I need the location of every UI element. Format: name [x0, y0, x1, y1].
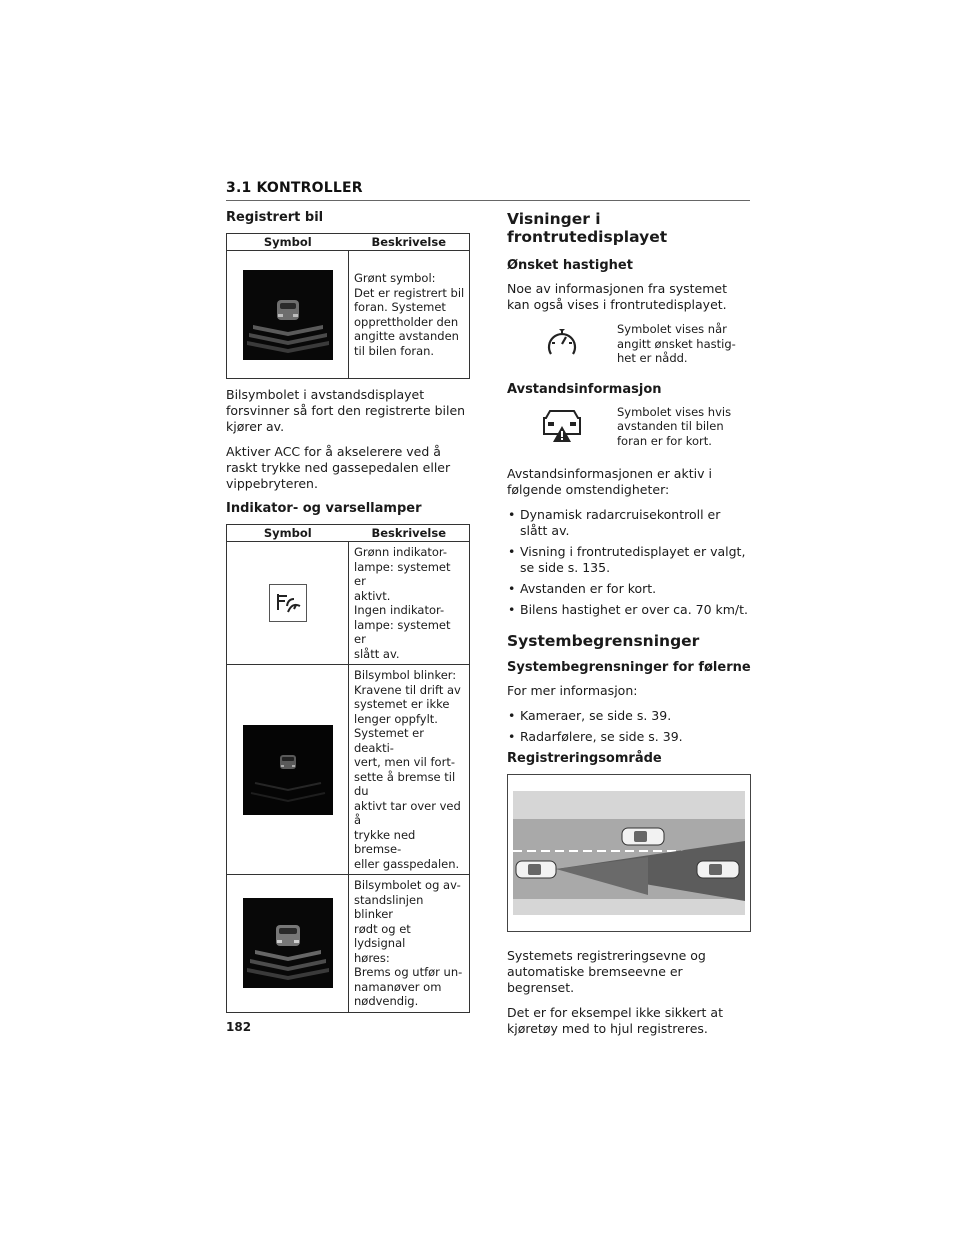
list-item: • Radarfølere, se side s. 39.	[507, 729, 751, 745]
speedometer-icon	[546, 328, 578, 360]
symbol-cell	[227, 875, 349, 1013]
registered-car-heading: Registrert bil	[226, 210, 324, 225]
hud-section-title: Visninger i frontrutedisplayet	[507, 210, 668, 246]
distance-info-description	[617, 405, 731, 449]
car-ahead-adjacent-lane	[622, 828, 664, 845]
desc-line: vert, men vil fort-	[354, 755, 455, 769]
desc-line: Det er registrert bil	[354, 285, 465, 300]
left-column	[226, 210, 470, 1013]
more-info-paragraph: For mer informasjon:	[507, 683, 638, 698]
list-item: • Dynamisk radarcruisekontroll er slått av.	[507, 507, 751, 539]
desc-line: Bilsymbolet og av-	[354, 878, 461, 892]
car-ahead-same-lane	[697, 861, 739, 878]
desc-line: Brems og utfør un-	[354, 965, 463, 979]
acc-indicator-lamp-icon	[269, 584, 307, 622]
col-symbol-header: Symbol	[227, 234, 349, 251]
indicator-heading: Indikator- og varsellamper	[226, 501, 422, 516]
header-rule	[226, 200, 750, 201]
right-column	[507, 210, 751, 1046]
acc-accelerate-paragraph: Aktiver ACC for å akselerere ved å raskt trykke ned gassepedalen eller vippebryteren.	[226, 444, 451, 491]
desired-speed-description	[617, 322, 736, 366]
list-item: • Avstanden er for kort.	[507, 581, 751, 597]
desc-line: slått av.	[354, 646, 400, 661]
system-limits-title: Systembegrensninger	[507, 632, 700, 650]
distance-conditions-list	[507, 507, 751, 618]
desc-line: foran. Systemet	[354, 300, 446, 314]
desc-line: Symbolet vises når	[617, 322, 727, 336]
list-item: • Visning i frontrutedisplayet er valgt, se side s. 135.	[507, 544, 751, 576]
desc-line: aktivt.	[354, 588, 391, 603]
desc-line: lenger oppfylt.	[354, 711, 438, 726]
blinking-car-description	[349, 665, 470, 875]
symbol-cell	[227, 542, 349, 665]
col-symbol-header: Symbol	[227, 525, 349, 542]
registered-car-description	[349, 251, 470, 379]
col-description-header: Beskrivelse	[349, 234, 470, 251]
desc-line: eller gasspedalen.	[354, 856, 460, 871]
list-item: • Bilens hastighet er over ca. 70 km/t.	[507, 602, 751, 618]
registered-car-table	[226, 233, 470, 379]
green-car-distance-display	[243, 270, 333, 360]
indicator-lamp-description	[349, 542, 470, 665]
desc-line: rødt og et lydsignal	[354, 921, 411, 950]
desc-line: lampe: systemet er	[354, 617, 451, 646]
distance-info-symbol-row	[507, 405, 751, 449]
road-diagram	[508, 775, 750, 931]
desc-line: angitt ønsket hastig-	[617, 336, 736, 351]
blinking-car-symbol	[243, 725, 333, 815]
car-warning-icon	[540, 408, 584, 444]
chapter-title: 3.1 KONTROLLER	[226, 180, 363, 196]
desc-line: namanøver om	[354, 979, 442, 994]
desc-line: Systemet er deakti-	[354, 726, 424, 755]
desc-line: Bilsymbol blinker:	[354, 668, 457, 682]
symbol-cell	[227, 251, 349, 379]
desired-speed-heading: Ønsket hastighet	[507, 258, 633, 273]
detection-limit-paragraph: Systemets registreringsevne og automatiske bremseevne er begrenset.	[507, 948, 706, 995]
desc-line: Kravene til drift av	[354, 682, 461, 697]
desc-line: lampe: systemet er	[354, 559, 451, 588]
page-number: 182	[226, 1020, 252, 1034]
symbol-cell	[507, 408, 617, 444]
desc-line: avstanden til bilen	[617, 419, 724, 433]
own-car	[516, 861, 556, 878]
two-wheel-paragraph: Det er for eksempel ikke sikkert at kjøretøy med to hjul registreres.	[507, 1005, 723, 1036]
col-description-header: Beskrivelse	[349, 525, 470, 542]
symbol-cell	[227, 665, 349, 875]
desc-line: høres:	[354, 950, 390, 965]
desc-line: standslinjen blinker	[354, 892, 424, 921]
list-item: • Kameraer, se side s. 39.	[507, 708, 751, 724]
desc-line: Ingen indikator-	[354, 603, 445, 617]
desc-line: sette å bremse til du	[354, 769, 456, 798]
sensor-list	[507, 708, 751, 745]
detection-area-heading: Registreringsområde	[507, 751, 662, 766]
symbol-cell	[507, 328, 617, 360]
desc-line: Symbolet vises hvis	[617, 404, 732, 419]
desc-line: Grønt symbol:	[354, 271, 436, 285]
desc-line: het er nådd.	[617, 351, 688, 365]
distance-active-paragraph: Avstandsinformasjonen er aktiv i følgende omstendigheter:	[507, 466, 712, 497]
desired-speed-intro: Noe av informasjonen fra systemet kan også vises i frontrutedisplayet.	[507, 281, 727, 312]
distance-info-heading: Avstandsinformasjon	[507, 381, 662, 397]
distance-warning-description	[349, 875, 470, 1013]
desc-line: Grønn indikator-	[354, 545, 448, 559]
desc-line: systemet er ikke	[354, 697, 450, 711]
indicator-table	[226, 524, 470, 1013]
red-distance-warning-symbol	[243, 898, 333, 988]
desc-line: angitte avstanden	[354, 329, 459, 343]
car-disappears-paragraph: Bilsymbolet i avstandsdisplayet forsvinner så fort den registrerte bilen kjører av.	[226, 387, 466, 434]
desc-line: foran er for kort.	[617, 433, 712, 448]
sensor-limits-heading: Systembegrensninger for følerne	[507, 660, 751, 675]
desc-line: til bilen foran.	[354, 343, 435, 358]
page-header	[226, 180, 750, 196]
desc-line: trykke ned bremse-	[354, 827, 416, 856]
detection-area-diagram	[507, 774, 751, 932]
desired-speed-symbol-row	[507, 322, 751, 366]
desc-line: nødvendig.	[354, 994, 419, 1008]
desc-line: aktivt tar over ved å	[354, 798, 461, 827]
desc-line: opprettholder den	[354, 314, 459, 329]
